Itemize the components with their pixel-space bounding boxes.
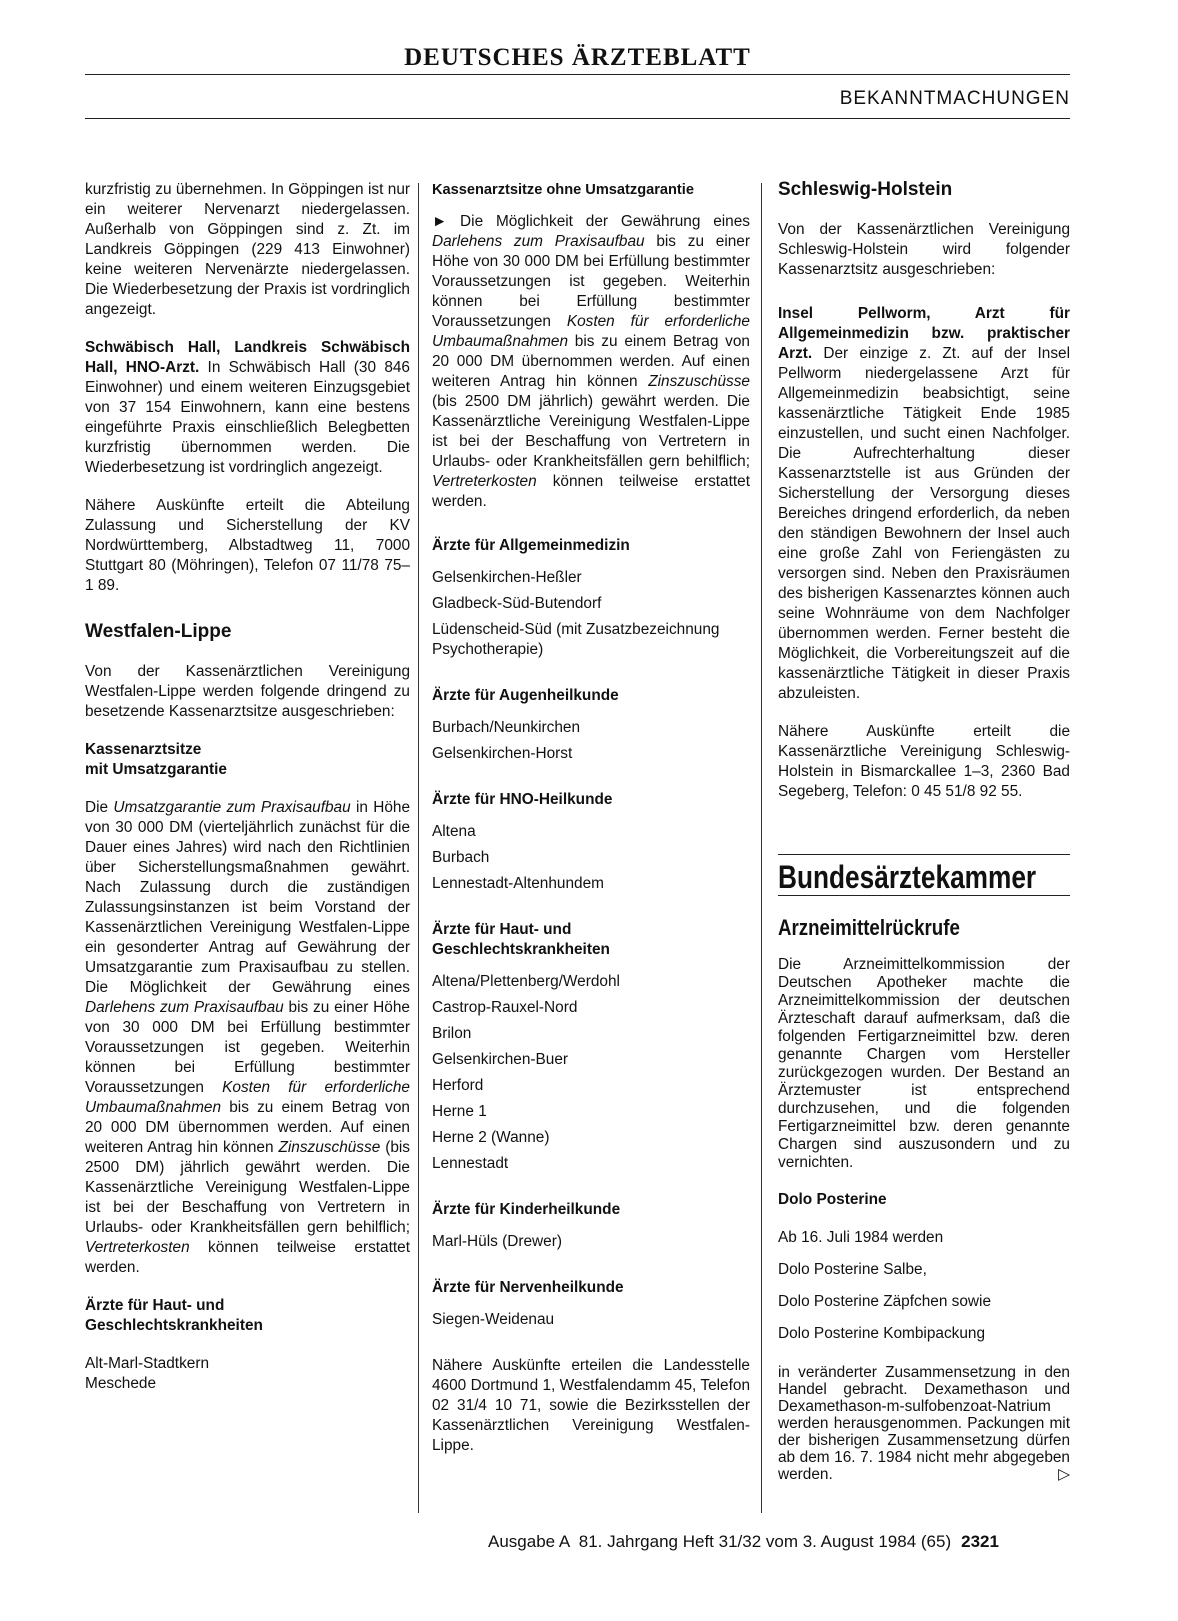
column-3	[778, 180, 1070, 1501]
column-divider-2	[761, 183, 762, 1513]
paragraph: in veränderter Zusammensetzung in den Handel gebracht. Dexamethason und Dexamethason-m-sulfobenzoat-Natrium werden herausgenommen. Packungen mit der bisherigen Zusammensetzung dürfen ab dem 16. 7. 1984 nicht mehr abgegeben werden. ▷	[778, 1364, 1070, 1483]
list-item: Brilon	[432, 1025, 472, 1042]
heading-bundesaerztekammer: Bundesärztekammer	[778, 859, 1037, 895]
list-item: Lennestadt-Altenhundem	[432, 875, 604, 892]
paragraph: Nähere Auskünfte erteilt die Abteilung Zulassung und Sicherstellung der KV Nordwürttemberg, Albstadtweg 11, 7000 Stuttgart 80 (Möhringen), Telefon 07 11/78 75–1 89.	[85, 497, 410, 594]
paragraph: Schwäbisch Hall, Landkreis Schwäbisch Hall, HNO-Arzt. In Schwäbisch Hall (30 846 Einwohner) und einem weiteren Einzugsgebiet von 37 154 Einwohnern, kann eine bestens eingeführte Praxis einschließlich Belegbetten kurzfristig übernommen werden. Die Wiederbesetzung ist vordringlich angezeigt.	[85, 339, 410, 476]
paragraph: kurzfristig zu übernehmen. In Göppingen ist nur ein weiterer Nervenarzt niedergelassen. Außerhalb von Göppingen sind z. Zt. im Landkreis Göppingen (229 413 Einwohner) keine weiteren Nervenärzte niedergelassen. Die Wiederbesetzung der Praxis ist vordringlich angezeigt.	[85, 181, 410, 318]
heading-dolo-posterine: Dolo Posterine	[778, 1191, 887, 1208]
page-number: 2321	[961, 1532, 999, 1551]
list-item: Dolo Posterine Salbe,	[778, 1261, 927, 1278]
heading-ohne-umsatzgarantie: Kassenarztsitze ohne Umsatzgarantie	[432, 182, 694, 198]
list-item: Herford	[432, 1077, 484, 1094]
masthead-rule	[85, 74, 1070, 75]
list-item: Gladbeck-Süd-Butendorf	[432, 595, 602, 612]
heading-kinderheilkunde: Ärzte für Kinderheilkunde	[432, 1201, 621, 1218]
column-2	[432, 180, 750, 1474]
section-rule	[778, 854, 1070, 855]
heading-mit-umsatzgarantie: Kassenarztsitze mit Umsatzgarantie	[85, 741, 227, 778]
paragraph: Insel Pellworm, Arzt für Allgemeinmedizin bzw. praktischer Arzt. Der einzige z. Zt. auf der Insel Pellworm niedergelassene Arzt für Allgemeinmedizin beabsichtigt, seine kassenärztliche Tätigkeit Ende 1985 einzustellen, und sucht einen Nachfolger. Die Aufrechterhaltung dieser Kassenarztstelle ist aus Gründen der Sicherstellung der Versorgung dieses Bereiches dringend erforderlich, da neben den ständigen Bewohnern der Insel auch eine große Zahl von Feriengästen zu versorgen sind. Neben den Praxisräumen des bisherigen Kassenarztes können auch seine Wohnräume von dem Nachfolger übernommen werden. Ferner besteht die Möglichkeit, die Vorbereitungszeit auf die kassenärztliche Tätigkeit in dieser Praxis abzuleisten.	[778, 305, 1070, 702]
section-label: BEKANNTMACHUNGEN	[839, 88, 1070, 109]
masthead: DEUTSCHES ÄRZTEBLATT	[404, 44, 751, 71]
list-item: Siegen-Weidenau	[432, 1311, 555, 1328]
heading-allgemeinmedizin: Ärzte für Allgemeinmedizin	[432, 537, 630, 554]
continue-arrow-icon: ▷	[1058, 1466, 1070, 1483]
heading-nervenheilkunde: Ärzte für Nervenheilkunde	[432, 1279, 624, 1296]
paragraph: Von der Kassenärztlichen Vereinigung Schleswig-Holstein wird folgender Kassenarztsitz ausgeschrieben:	[778, 221, 1070, 278]
column-1	[85, 180, 410, 1394]
paragraph: Von der Kassenärztlichen Vereinigung Westfalen-Lippe werden folgende dringend zu besetzende Kassenarztsitze ausgeschrieben:	[85, 663, 410, 720]
heading-haut: Ärzte für Haut- und Geschlechtskrankheiten	[85, 1297, 263, 1334]
paragraph: Nähere Auskünfte erteilt die Kassenärztliche Vereinigung Schleswig-Holstein in Bismarckallee 1–3, 2360 Bad Segeberg, Telefon: 0 45 51/8 92 55.	[778, 723, 1070, 800]
heading-westfalen-lippe: Westfalen-Lippe	[85, 621, 232, 642]
list-item: Herne 2 (Wanne)	[432, 1129, 550, 1146]
heading-arzneimittelrueckrufe: Arzneimittelrückrufe	[778, 915, 960, 940]
list-item: Burbach	[432, 849, 490, 866]
list-item: Alt-Marl-Stadtkern	[85, 1355, 210, 1372]
paragraph: ► Die Möglichkeit der Gewährung eines Darlehens zum Praxisaufbau bis zu einer Höhe von 30 000 DM bei Erfüllung bestimmter Voraussetzungen ist gegeben. Weiterhin können bei Erfüllung bestimmter Voraussetzungen Kosten für erforderliche Umbaumaßnahmen bis zu einem Betrag von 20 000 DM übernommen werden. Auf einen weiteren Antrag hin können Zinszuschüsse (bis 2500 DM jährlich) gewährt werden. Die Kassenärztliche Vereinigung Westfalen-Lippe ist bei der Beschaffung von Vertretern in Urlaubs- oder Krankheitsfällen gern behilflich; Vertreterkosten können teilweise erstattet werden.	[432, 213, 750, 510]
list-item: Meschede	[85, 1375, 157, 1392]
heading-schleswig-holstein: Schleswig-Holstein	[778, 179, 953, 200]
paragraph: Die Arzneimittelkommission der Deutschen Apotheker machte die Arzneimittelkommission der deutschen Ärzteschaft darauf aufmerksam, daß die folgenden Fertigarzneimittel bzw. deren genannte Chargen vom Hersteller zurückgezogen wurden. Der Bestand an Ärztemuster ist entsprechend durchzusehen, und die folgenden Fertigarzneimittel bzw. deren genannte Chargen sind auszusondern und zu vernichten.	[778, 956, 1070, 1171]
list-item: Ab 16. Juli 1984 werden	[778, 1229, 944, 1246]
list-item: Lennestadt	[432, 1155, 509, 1172]
list-item: Gelsenkirchen-Horst	[432, 745, 573, 762]
list-item: Altena/Plettenberg/Werdohl	[432, 973, 620, 990]
paragraph: Nähere Auskünfte erteilen die Landesstelle 4600 Dortmund 1, Westfalendamm 45, Telefon 02 31/4 10 71, sowie die Bezirksstellen der Kassenärztlichen Vereinigung Westfalen-Lippe.	[432, 1357, 750, 1454]
footer-issue: Ausgabe A 81. Jahrgang Heft 31/32 vom 3. August 1984 (65)	[488, 1532, 952, 1551]
list-item: Gelsenkirchen-Buer	[432, 1051, 569, 1068]
list-item: Gelsenkirchen-Heßler	[432, 569, 582, 586]
heading-haut: Ärzte für Haut- und Geschlechtskrankheiten	[432, 921, 610, 958]
list-item: Herne 1	[432, 1103, 487, 1120]
list-item: Lüdenscheid-Süd (mit Zusatzbezeichnung Psychotherapie)	[432, 621, 720, 658]
column-divider-1	[418, 183, 419, 1513]
page-footer	[488, 1532, 999, 1552]
section-rule	[778, 895, 1070, 896]
list-item: Burbach/Neunkirchen	[432, 719, 581, 736]
heading-hno: Ärzte für HNO-Heilkunde	[432, 791, 613, 808]
section-rule	[85, 118, 1070, 119]
heading-augenheilkunde: Ärzte für Augenheilkunde	[432, 687, 619, 704]
list-item: Marl-Hüls (Drewer)	[432, 1233, 562, 1250]
paragraph: Die Umsatzgarantie zum Praxisaufbau in Höhe von 30 000 DM (vierteljährlich zunächst für die Dauer eines Jahres) wird nach den Richtlinien über Sicherstellungsmaßnahmen gewährt. Nach Zulassung durch die zuständigen Zulassungsinstanzen ist beim Vorstand der Kassenärztlichen Vereinigung Westfalen-Lippe ein gesonderter Antrag auf Gewährung der Umsatzgarantie zum Praxisaufbau zu stellen. Die Möglichkeit der Gewährung eines Darlehens zum Praxisaufbau bis zu einer Höhe von 30 000 DM bei Erfüllung bestimmter Voraussetzungen ist gegeben. Weiterhin können bei Erfüllung bestimmter Voraussetzungen Kosten für erforderliche Umbaumaßnahmen bis zu einem Betrag von 20 000 DM übernommen werden. Auf einen weiteren Antrag hin können Zinszuschüsse (bis 2500 DM) jährlich gewährt werden. Die Kassenärztliche Vereinigung Westfalen-Lippe ist bei der Beschaffung von Vertretern in Urlaubs- oder Krankheitsfällen gern behilflich; Vertreterkosten können teilweise erstattet werden.	[85, 799, 411, 1276]
list-item: Dolo Posterine Kombipackung	[778, 1325, 986, 1342]
list-item: Dolo Posterine Zäpfchen sowie	[778, 1293, 992, 1310]
list-item: Altena	[432, 823, 476, 840]
list-item: Castrop-Rauxel-Nord	[432, 999, 578, 1016]
